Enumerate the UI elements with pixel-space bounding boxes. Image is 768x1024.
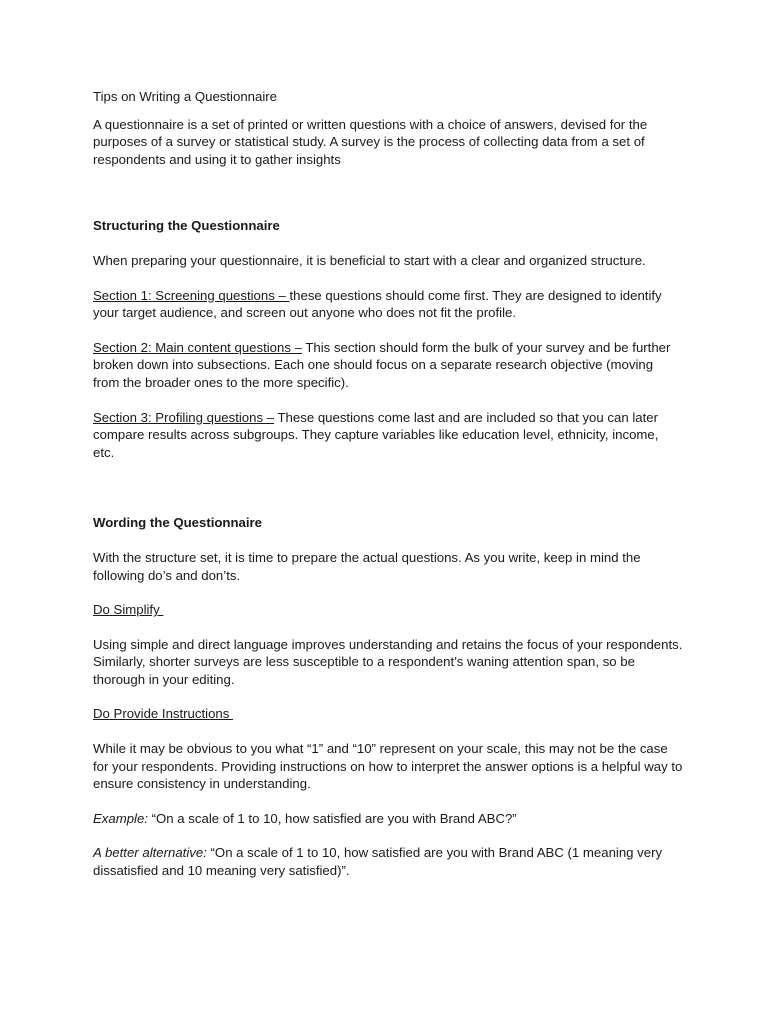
- section-2-paragraph: [93, 339, 683, 392]
- instructions-paragraph: While it may be obvious to you what “1” and “10” represent on your scale, this may not be the case for your respondents. Providing instructions on how to interpret the answer options is a helpful way to ensure consistency in understanding.: [93, 741, 683, 792]
- section-2-text: This section should form the bulk of your survey and be further broken down into subsections. Each one should focus on a separate research objective (moving from the broader ones to the more specific).: [93, 339, 671, 390]
- section-1-label: Section 1: Screening questions –: [93, 287, 290, 303]
- section-1-text: these questions should come first. They are designed to identify your target audience, and screen out anyone who does not fit the profile.: [93, 287, 662, 321]
- document-content: [93, 88, 683, 880]
- example-paragraph: [93, 810, 683, 828]
- simplify-heading: Do Simplify: [93, 602, 164, 618]
- wording-heading: Wording the Questionnaire: [93, 515, 263, 531]
- example-label: Example:: [93, 810, 148, 826]
- simplify-paragraph: Using simple and direct language improves understanding and retains the focus of your respondents. Similarly, shorter surveys are less susceptible to a respondent’s waning attention span, so be thorough in your editing.: [93, 636, 683, 687]
- alternative-paragraph: [93, 844, 683, 879]
- section-2-label: Section 2: Main content questions –: [93, 339, 302, 355]
- alternative-text: “On a scale of 1 to 10, how satisfied are you with Brand ABC (1 meaning very dissatisfied and 10 meaning very satisfied)”.: [93, 845, 663, 879]
- structuring-intro-paragraph: When preparing your questionnaire, it is beneficial to start with a clear and organized structure.: [93, 252, 646, 268]
- instructions-heading: Do Provide Instructions: [93, 706, 233, 722]
- section-1-paragraph: [93, 287, 683, 322]
- section-3-paragraph: [93, 409, 683, 462]
- intro-paragraph: A questionnaire is a set of printed or written questions with a choice of answers, devised for the purposes of a survey or statistical study. A survey is the process of collecting data from a set of respondents and using it to gather insights: [93, 116, 648, 167]
- alternative-label: A better alternative:: [93, 845, 207, 861]
- example-text: “On a scale of 1 to 10, how satisfied are you with Brand ABC?”: [147, 810, 517, 826]
- section-3-label: Section 3: Profiling questions –: [93, 409, 275, 425]
- document-title: Tips on Writing a Questionnaire: [93, 89, 277, 104]
- wording-intro-paragraph: With the structure set, it is time to prepare the actual questions. As you write, keep in mind the following do’s and don’ts.: [93, 549, 641, 583]
- section-3-text: These questions come last and are included so that you can later compare results across subgroups. They capture variables like education level, ethnicity, income, etc.: [93, 409, 659, 460]
- structuring-heading: Structuring the Questionnaire: [93, 218, 280, 234]
